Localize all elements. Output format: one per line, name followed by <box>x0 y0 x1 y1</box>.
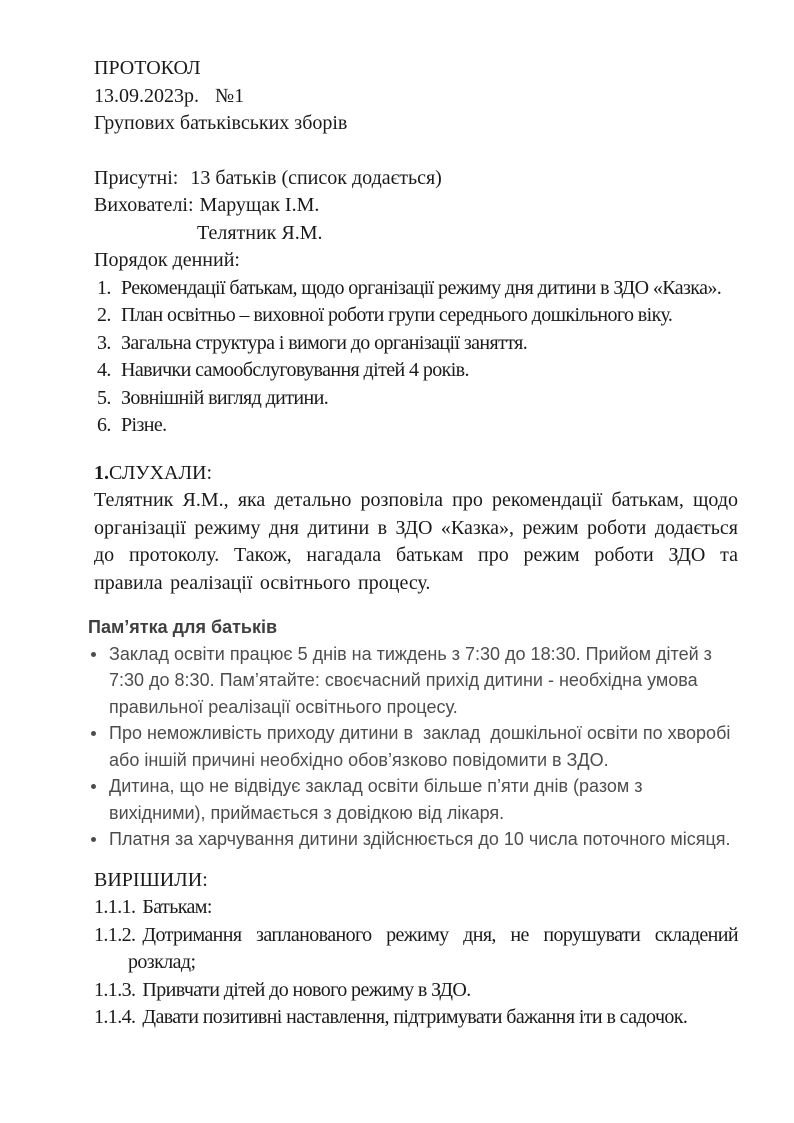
memo-list <box>94 641 738 853</box>
bullet-icon <box>91 652 96 657</box>
agenda-item <box>97 302 738 330</box>
resolved-item-text: Привчати дітей до нового режиму в ЗДО. <box>142 978 471 1001</box>
agenda-list <box>94 275 738 440</box>
teachers-label: Вихователі: <box>94 194 194 216</box>
resolved-item-number: 1.1.4. <box>94 1006 136 1028</box>
memo-bullet <box>90 720 738 773</box>
doc-number: №1 <box>215 84 245 107</box>
agenda-item-text: Навички самообслуговування дітей 4 років. <box>121 359 469 381</box>
memo-bullet-text: Заклад освіти працює 5 днів на тиждень з 7:30 до 18:30. Прийом дітей з 7:30 до 8:30. Пам’ятайте: своєчасний прихід дитини - необхідна умова правильної реалізації освітнього процесу. <box>109 643 717 717</box>
teacher-name-2: Телятник Я.М. <box>197 221 323 244</box>
agenda-item-number: 2. <box>97 304 111 326</box>
memo-bullet-text: Платня за харчування дитини здійснюється до 10 числа поточного місяця. <box>109 829 731 849</box>
spacer <box>94 138 738 165</box>
agenda-item-text: Різне. <box>121 414 167 436</box>
agenda-item-number: 1. <box>97 276 111 299</box>
resolved-item-number: 1.1.1. <box>94 896 136 918</box>
heard-heading <box>94 460 738 488</box>
bullet-icon <box>91 784 96 789</box>
bullet-icon <box>91 731 96 736</box>
memo-bullet-text: Дитина, що не відвідує заклад освіти більше п’яти днів (разом з вихідними), приймається з довідкою від лікаря. <box>109 776 648 823</box>
resolved-item-text: Дотримання запланованого режиму дня, не порушувати складений розклад; <box>128 923 738 973</box>
resolved-item <box>94 922 738 977</box>
agenda-item <box>97 412 738 440</box>
heard-number: 1. <box>94 461 109 484</box>
agenda-item <box>97 357 738 385</box>
present-line <box>94 165 738 193</box>
memo-bullet <box>90 773 738 826</box>
memo-title: Пам’ятка для батьків <box>88 617 278 637</box>
heard-paragraph: Телятник Я.М., яка детально розповіла про рекомендації батькам, щодо організації режиму дня дитини в ЗДО «Казка», режим роботи додається до протоколу. Також, нагадала батькам про режим роботи ЗДО та правила реалізації освітнього процесу. <box>94 489 738 594</box>
doc-date-line <box>94 83 738 111</box>
present-label: Присутні: <box>94 166 179 189</box>
resolved-item <box>94 894 738 922</box>
teacher-name-1: Марущак І.М. <box>199 194 320 216</box>
memo-bullet-text: Про неможливість приходу дитини в заклад дошкільної освіти по хворобі або іншій причині необхідно обов’язково повідомити в ЗДО. <box>109 723 736 770</box>
resolved-item <box>94 977 738 1005</box>
memo-section <box>88 614 738 853</box>
memo-bullet <box>90 641 738 721</box>
resolved-item-text: Батькам: <box>142 896 212 918</box>
agenda-item <box>97 385 738 413</box>
doc-title: ПРОТОКОЛ <box>94 57 201 79</box>
agenda-item-number: 4. <box>97 359 111 381</box>
doc-subtitle: Групових батьківських зборів <box>94 112 348 134</box>
teachers-line <box>94 192 738 220</box>
agenda-item-number: 6. <box>97 414 111 436</box>
agenda-item-text: План освітньо – виховної роботи групи середнього дошкільного віку. <box>121 304 673 326</box>
agenda-item <box>97 330 738 358</box>
bullet-icon <box>91 837 96 842</box>
resolved-item-number: 1.1.3. <box>94 978 136 1001</box>
agenda-item-text: Рекомендації батькам, щодо організації режиму дня дитини в ЗДО «Казка». <box>121 276 722 299</box>
present-value: 13 батьків (список додається) <box>190 166 442 189</box>
agenda-item-number: 5. <box>97 386 111 409</box>
resolved-section <box>94 867 738 1032</box>
agenda-item-text: Зовнішній вигляд дитини. <box>121 386 329 409</box>
doc-date: 13.09.2023р. <box>94 84 199 107</box>
resolved-item <box>94 1004 738 1032</box>
memo-bullet <box>90 826 738 853</box>
heard-label: СЛУХАЛИ: <box>109 461 213 484</box>
resolved-item-text: Давати позитивні наставлення, підтримувати бажання іти в садочок. <box>142 1006 688 1028</box>
resolved-title: ВИРІШИЛИ: <box>94 868 208 891</box>
agenda-title: Порядок денний: <box>94 249 240 271</box>
resolved-item-number: 1.1.2. <box>94 923 136 946</box>
agenda-item-number: 3. <box>97 331 111 354</box>
agenda-item-text: Загальна структура і вимоги до організації заняття. <box>121 331 528 354</box>
agenda-item <box>97 275 738 303</box>
